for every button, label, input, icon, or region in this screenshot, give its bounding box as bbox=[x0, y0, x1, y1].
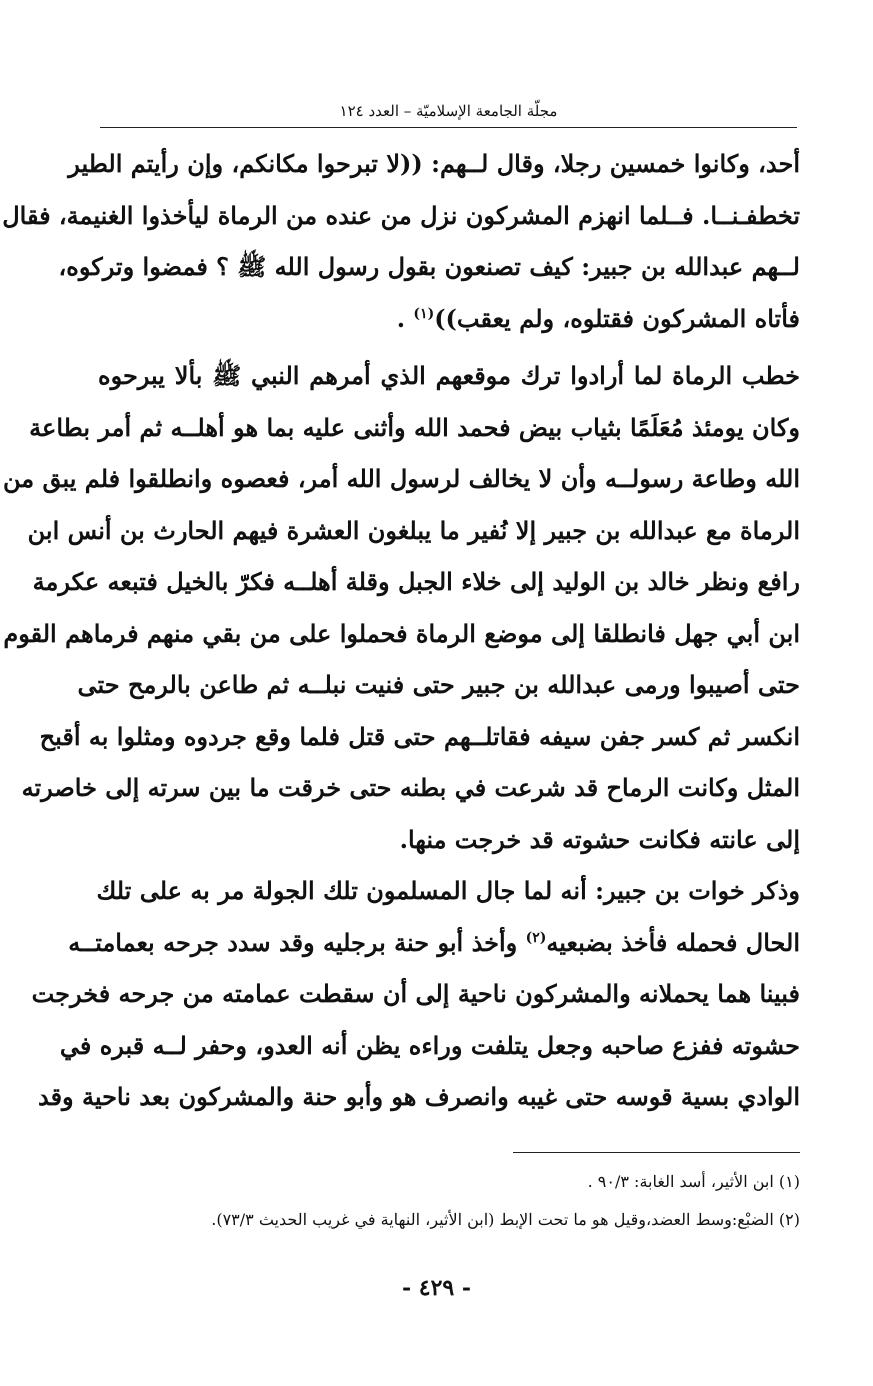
footnote-ref-2[interactable]: (٢) bbox=[525, 929, 547, 946]
text-line-end: وأخذ أبو حنة برجليه وقد سدد جرحه بعمامتــه bbox=[68, 927, 526, 957]
header-rule bbox=[100, 127, 797, 128]
body-text bbox=[2, 138, 801, 1123]
text-line: لــهم عبدالله بن جبير: كيف تصنعون بقول رسول الله ﷺ ؟ فمضوا وتركوه، bbox=[58, 252, 800, 281]
text-line: الله وطاعة رسولــه وأن لا يخالف لرسول الله أمر، فعصوه وانطلقوا فلم يبق من bbox=[2, 464, 800, 493]
text-line bbox=[68, 917, 800, 969]
text-line: وذكر خوات بن جبير: أنه لما جال المسلمون تلك الجولة مر به على تلك bbox=[96, 876, 800, 905]
running-header: مجلّة الجامعة الإسلاميّة – العدد ١٢٤ bbox=[339, 102, 558, 120]
paragraph-3 bbox=[31, 865, 800, 1123]
footnote-ref-1[interactable]: (١) bbox=[413, 305, 435, 322]
text-line: حتى أصيبوا ورمى عبدالله بن جبير حتى فنيت نبلــه ثم طاعن بالرمح حتى bbox=[77, 670, 800, 699]
footnote-2: (٢) الضبْع:وسط العضد،وقيل هو ما تحت الإبط (ابن الأثير، النهاية في غريب الحديث ٧٣/٣). bbox=[211, 1210, 800, 1229]
text-line: أحد، وكانوا خمسين رجلا، وقال لــهم: ((لا تبرحوا مكانكم، وإن رأيتم الطير bbox=[68, 149, 800, 178]
text-line: وكان يومئذ مُعَلَمًا بثياب بيض فحمد الله وأثنى عليه بما هو أهلــه ثم أمر بطاعة bbox=[29, 412, 800, 442]
text-line: الوادي بسية قوسه حتى غيبه وانصرف هو وأبو حنة والمشركون بعد ناحية وقد bbox=[37, 1082, 800, 1111]
text-line: إلى عانته فكانت حشوته قد خرجت منها. bbox=[399, 824, 800, 854]
text-line: خطب الرماة لما أرادوا ترك موقعهم الذي أمرهم النبي ﷺ بألا يبرحوه bbox=[98, 361, 801, 390]
footnote-1: (١) ابن الأثير، أسد الغابة: ٩٠/٣ . bbox=[587, 1172, 800, 1191]
text-line: حشوته ففزع صاحبه وجعل يتلفت وراءه يظن أنه العدو، وحفر لــه قبره في bbox=[59, 1030, 800, 1060]
footnotes bbox=[100, 1168, 800, 1244]
footnote-rule bbox=[513, 1152, 800, 1153]
text-line: فبينا هما يحملانه والمشركون ناحية إلى أن سقطت عمامته من جرحه فخرجت bbox=[31, 979, 800, 1008]
text-line-tail: . bbox=[396, 303, 414, 333]
text-line: انكسر ثم كسر جفن سيفه فقاتلــهم حتى قتل فلما وقع جردوه ومثلوا به أقبح bbox=[39, 721, 800, 751]
paragraph-1 bbox=[2, 138, 800, 344]
text-line-start: الحال فحمله فأخذ بضبعيه bbox=[546, 927, 800, 957]
text-line: ابن أبي جهل فانطلقا إلى موضع الرماة فحملوا على من بقي منهم فرماهم القوم bbox=[3, 618, 800, 648]
text-line: تخطفـنــا. فــلما انهزم المشركون نزل من عنده من الرماة ليأخذوا الغنيمة، فقال bbox=[2, 200, 800, 230]
text-line: المثل وكانت الرماح قد شرعت في بطنه حتى خرقت ما بين سرته إلى خاصرته bbox=[21, 773, 800, 802]
text-line: الرماة مع عبدالله بن جبير إلا نُفير ما يبلغون العشرة فيهم الحارث بن أنس ابن bbox=[27, 515, 800, 545]
text-line-content: فأتاه المشركون فقتلوه، ولم يعقب)) bbox=[434, 303, 800, 333]
page-number: - ٤٢٩ - bbox=[401, 1275, 472, 1301]
paragraph-2 bbox=[2, 350, 801, 865]
text-line: رافع ونظر خالد بن الوليد إلى خلاء الجبل وقلة أهلــه فكرّ بالخيل فتبعه عكرمة bbox=[32, 567, 800, 596]
text-line bbox=[98, 293, 800, 345]
